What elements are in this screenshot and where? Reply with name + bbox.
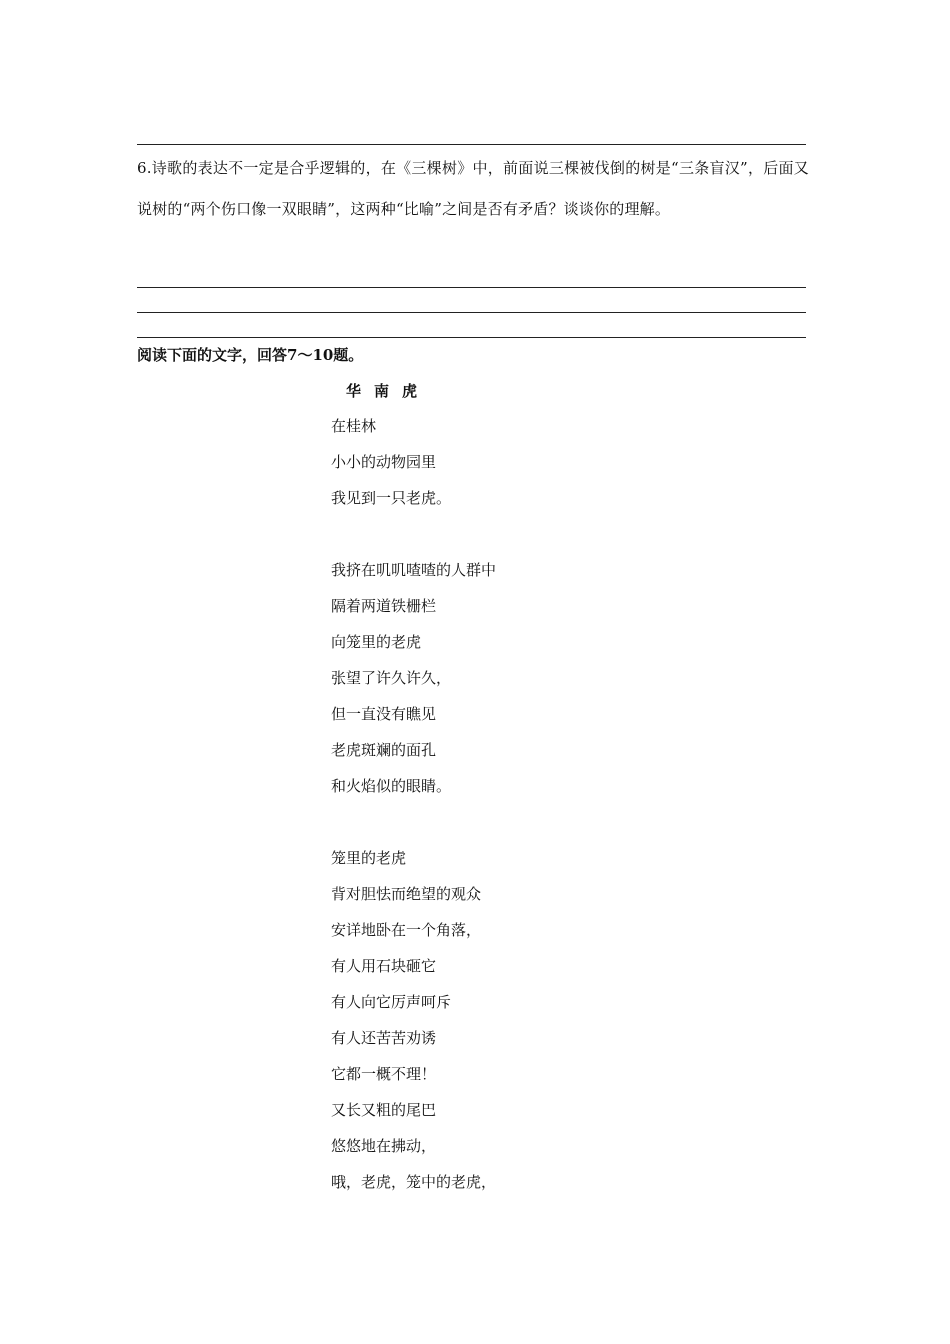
poem-line: 哦，老虎，笼中的老虎， <box>331 1173 497 1191</box>
poem-line: 小小的动物园里 <box>331 453 437 471</box>
poem-line: 笼里的老虎 <box>331 849 407 867</box>
poem-line: 我挤在叽叽喳喳的人群中 <box>331 561 497 579</box>
stanza-break <box>331 808 496 844</box>
answer-line-1 <box>137 287 806 288</box>
poem-line: 老虎斑斓的面孔 <box>331 741 437 759</box>
poem-line: 有人用石块砸它 <box>331 957 437 975</box>
poem-line: 和火焰似的眼睛。 <box>331 777 452 795</box>
poem-line: 它都一概不理！ <box>331 1065 437 1083</box>
poem-line: 但一直没有瞧见 <box>331 705 437 723</box>
poem-line: 在桂林 <box>331 417 377 435</box>
top-rule <box>137 144 806 145</box>
poem-line: 向笼里的老虎 <box>331 633 422 651</box>
poem-line: 悠悠地在拂动， <box>331 1137 437 1155</box>
answer-line-2 <box>137 312 806 313</box>
stanza-break <box>331 520 496 556</box>
poem-line: 有人向它厉声呵斥 <box>331 993 452 1011</box>
poem-line: 又长又粗的尾巴 <box>331 1101 437 1119</box>
poem-line: 背对胆怯而绝望的观众 <box>331 885 482 903</box>
poem-line: 有人还苦苦劝诱 <box>331 1029 437 1047</box>
reading-instruction: 阅读下面的文字，回答7～10题。 <box>137 346 364 364</box>
poem-body <box>331 412 496 1204</box>
poem-line: 安详地卧在一个角落， <box>331 921 482 939</box>
answer-line-3 <box>137 337 806 338</box>
question-6: 6.诗歌的表达不一定是合乎逻辑的，在《三棵树》中，前面说三棵被伐倒的树是“三条盲汉”，后面又说树的“两个伤口像一双眼睛”，这两种“比喻”之间是否有矛盾？谈谈你的理解。 <box>137 159 809 218</box>
poem-line: 我见到一只老虎。 <box>331 489 452 507</box>
poem-line: 隔着两道铁栅栏 <box>331 597 437 615</box>
poem-line: 张望了许久许久， <box>331 669 452 687</box>
poem-title: 华南虎 <box>346 382 431 400</box>
